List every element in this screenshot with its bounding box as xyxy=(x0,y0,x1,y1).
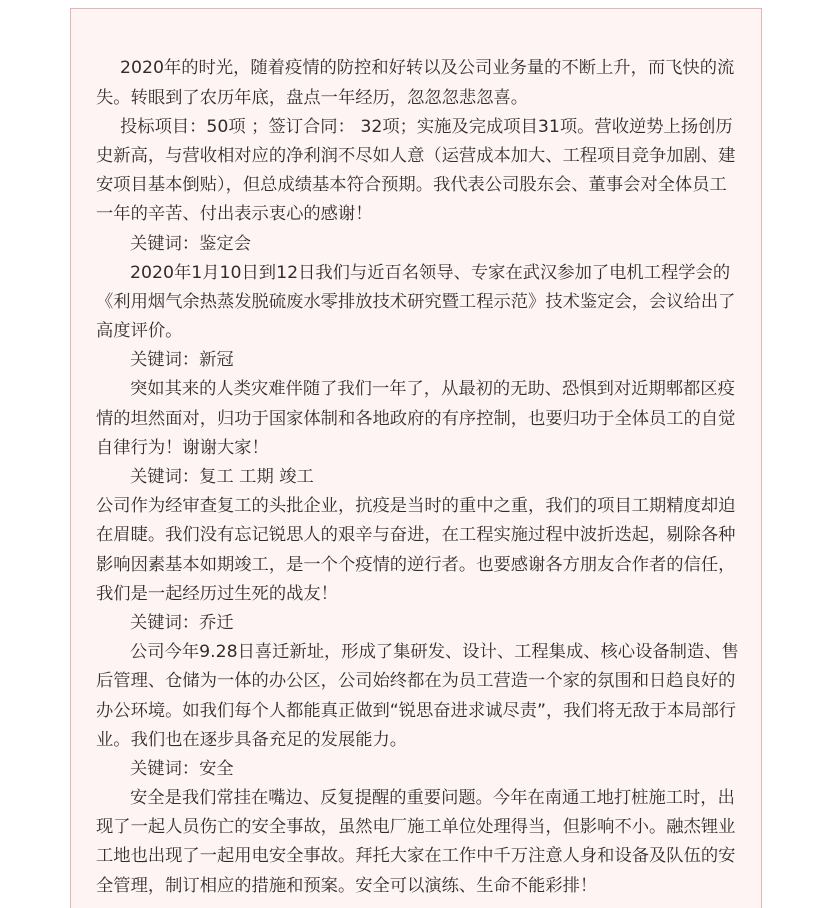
paragraph-line: 安项目基本倒贴），但总成绩基本符合预期。我代表公司股东会、董事会对全体员工 xyxy=(96,175,727,196)
paragraph-line: 工地也出现了一起用电安全事故。拜托大家在工作中千万注意人身和设备及队伍的安 xyxy=(96,846,736,867)
paragraph-line: 在眉睫。我们没有忘记锐思人的艰辛与奋进，在工程实施过程中波折迭起，剔除各种 xyxy=(96,525,736,546)
keyword-heading: 关键词：鉴定会 xyxy=(130,233,251,254)
topic-section-resumption xyxy=(96,463,739,609)
paragraph-line: 投标项目：50项 ；签订合同： 32项；实施及完成项目31项。营收逆势上扬创历 xyxy=(120,116,733,137)
topic-section-covid xyxy=(96,346,739,463)
keyword-heading: 关键词：复工 工期 竣工 xyxy=(130,467,314,488)
paragraph-line: 公司作为经审查复工的头批企业，抗疫是当时的重中之重，我们的项目工期精度却迫 xyxy=(96,496,736,517)
paragraph-line: 公司今年9.28日喜迁新址，形成了集研发、设计、工程集成、核心设备制造、售 xyxy=(130,642,739,663)
paragraph-line: 2020年的时光，随着疫情的防控和好转以及公司业务量的不断上升，而飞快的流 xyxy=(120,58,735,79)
paragraph-line: 后管理、仓储为一体的办公区，公司始终都在为员工营造一个家的氛围和日趋良好的 xyxy=(96,671,736,692)
topic-section-appraisal xyxy=(96,230,739,347)
paragraph-line: 《利用烟气余热蒸发脱硫废水零排放技术研究暨工程示范》技术鉴定会，会议给出了 xyxy=(96,291,736,312)
paragraph-line: 办公环境。如我们每个人都能真正做到“锐思奋进求诚尽责”，我们将无敌于本局部行 xyxy=(96,700,737,721)
paragraph-line: 高度评价。 xyxy=(96,321,183,342)
paragraph-line: 史新高，与营收相对应的净利润不尽如人意（运营成本加大、工程项目竞争加剧、建 xyxy=(96,145,736,166)
paragraph-line: 现了一起人员伤亡的安全事故，虽然电厂施工单位处理得当，但影响不小。融杰锂业 xyxy=(96,817,736,838)
document-card xyxy=(70,8,762,908)
paragraph-line: 我们是一起经历过生死的战友！ xyxy=(96,583,338,604)
results-paragraph xyxy=(96,113,739,230)
topic-section-safety xyxy=(96,755,739,901)
paragraph-line: 安全是我们常挂在嘴边、反复提醒的重要问题。今年在南通工地打桩施工时，出 xyxy=(130,788,735,809)
paragraph-line: 自律行为！谢谢大家！ xyxy=(96,437,269,458)
topic-section-relocation xyxy=(96,609,739,755)
paragraph-line: 情的坦然面对，归功于国家体制和各地政府的有序控制，也要归功于全体员工的自觉 xyxy=(96,408,736,429)
paragraph-line: 失。转眼到了农历年底，盘点一年经历，忽忽忽悲忽喜。 xyxy=(96,87,529,108)
paragraph-line: 全管理，制订相应的措施和预案。安全可以演练、生命不能彩排！ xyxy=(96,875,598,896)
keyword-heading: 关键词：乔迁 xyxy=(130,612,234,633)
paragraph-line: 一年的辛苦、付出表示衷心的感谢！ xyxy=(96,204,373,225)
keyword-heading: 关键词：安全 xyxy=(130,758,234,779)
keyword-heading: 关键词：新冠 xyxy=(130,350,234,371)
paragraph-line: 业。我们也在逐步具备充足的发展能力。 xyxy=(96,729,408,750)
paragraph-line: 突如其来的人类灾难伴随了我们一年了，从最初的无助、恐惧到对近期郫都区疫 xyxy=(130,379,735,400)
paragraph-line: 影响因素基本如期竣工，是一个个疫情的逆行者。也要感谢各方朋友合作者的信任， xyxy=(96,554,736,575)
document-body xyxy=(96,54,739,900)
opening-paragraph xyxy=(96,54,739,112)
paragraph-line: 2020年1月10日到12日我们与近百名领导、专家在武汉参加了电机工程学会的 xyxy=(130,262,731,283)
